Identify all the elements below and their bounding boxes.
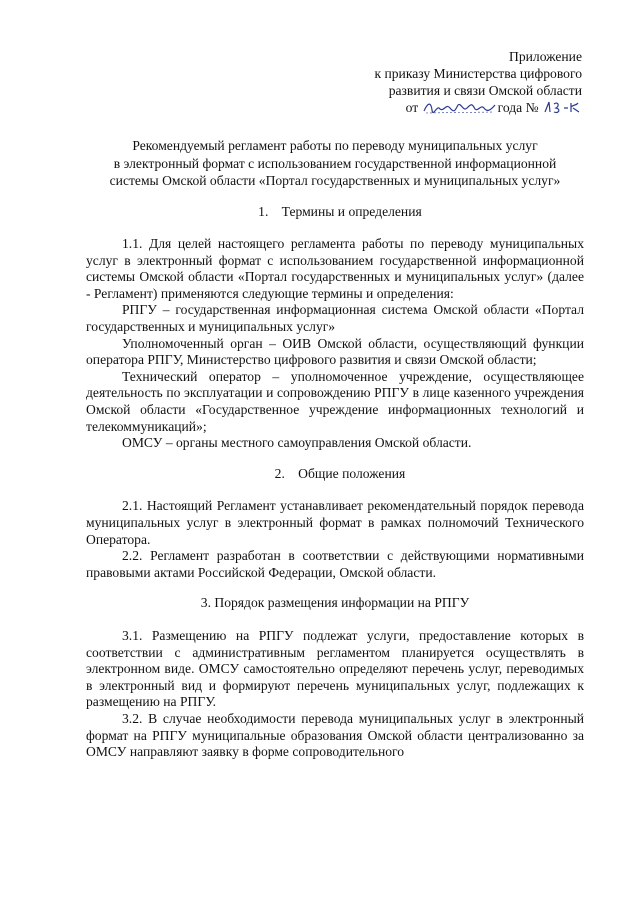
appendix-line-3: развития и связи Омской области xyxy=(388,83,582,98)
appendix-date-line xyxy=(86,99,582,116)
paragraph-term-organ: Уполномоченный орган – ОИВ Омской области, осуществляющий функции оператора РПГУ, Министерство цифрового развития и связи Омской области; xyxy=(86,335,584,368)
document-title xyxy=(86,137,584,190)
paragraph-3-2: 3.2. В случае необходимости перевода муниципальных услуг в электронный формат на РПГУ муниципальные образования Омской области централизованно за ОМСУ направляют заявку в форме сопроводительного xyxy=(86,710,584,760)
section-number: 1. xyxy=(258,203,269,219)
paragraph-term-rpgu: РПГУ – государственная информационная система Омской области «Портал государственных и муниципальных услуг» xyxy=(86,302,584,335)
section-title: Общие положения xyxy=(298,465,406,481)
handwritten-date-signature xyxy=(422,100,498,114)
section-heading-1 xyxy=(86,204,584,221)
title-line-1: Рекомендуемый регламент работы по переводу муниципальных услуг xyxy=(132,138,538,153)
section-title: Термины и определения xyxy=(281,203,422,219)
appendix-line-1: Приложение xyxy=(509,49,582,64)
paragraph-3-1: 3.1. Размещению на РПГУ подлежат услуги, предоставление которых в соответствии с административным регламентом планируется осуществлять в электронном виде. ОМСУ самостоятельно определяют перечень услуг, переводимых в электронный вид и формируют перечень муниципальных услуг, подлежащих к размещению на РПГУ. xyxy=(86,627,584,710)
section-heading-3 xyxy=(86,595,584,612)
paragraph-term-operator: Технический оператор – уполномоченное учреждение, осуществляющее деятельность по эксплуатации и сопровождению РПГУ в лице казенного учреждения Омской области «Государственное учреждение информационных технологий и телекоммуникаций»; xyxy=(86,368,584,434)
appendix-line-2: к приказу Министерства цифрового xyxy=(374,66,582,81)
title-line-2: в электронный формат с использованием государственной информационной xyxy=(113,155,557,171)
title-line-3: системы Омской области «Портал государственных и муниципальных услуг» xyxy=(109,173,561,188)
paragraph-term-omsu: ОМСУ – органы местного самоуправления Омской области. xyxy=(122,435,472,451)
date-suffix: года № xyxy=(497,100,539,115)
appendix-header xyxy=(86,48,584,116)
section-number: 2. xyxy=(274,465,285,481)
section-heading-2 xyxy=(86,466,584,483)
paragraph-2-1: 2.1. Настоящий Регламент устанавливает рекомендательный порядок перевода муниципальных услуг в электронный формат в рамках полномочий Технического Оператора. xyxy=(86,498,584,547)
paragraph-2-2: 2.2. Регламент разработан в соответствии с действующими нормативными правовыми актами Российской Федерации, Омской области. xyxy=(86,548,584,580)
section-title: 3. Порядок размещения информации на РПГУ xyxy=(200,595,470,611)
handwritten-number-signature xyxy=(542,100,582,114)
paragraph-1-1: 1.1. Для целей настоящего регламента работы по переводу муниципальных услуг в электронный формат с использованием государственной информационной системы Омской области «Портал государственных и муниципальных услуг» (далее - Регламент) применяются следующие термины и определения: xyxy=(86,236,584,301)
date-prefix: от xyxy=(405,100,419,115)
